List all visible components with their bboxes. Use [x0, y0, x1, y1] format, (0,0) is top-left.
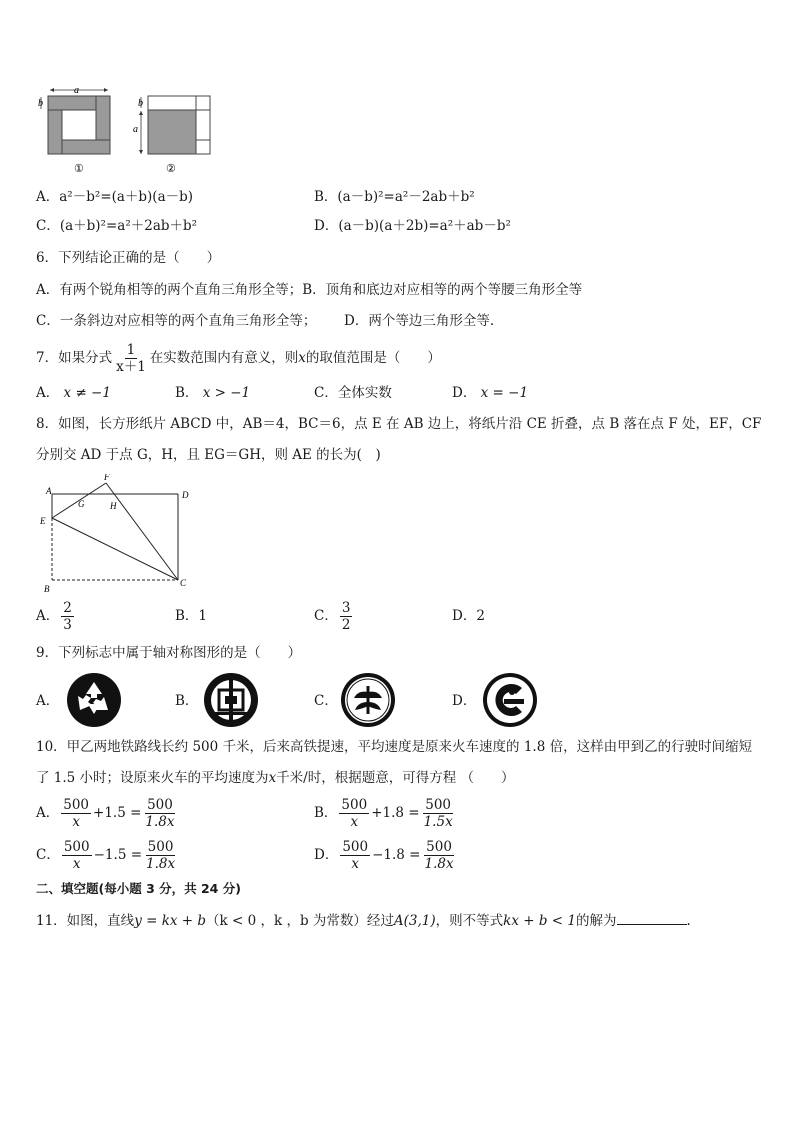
bank-logo-icon: [203, 672, 259, 728]
section-2-heading: 二、填空题(每小题 3 分，共 24 分): [36, 881, 241, 896]
q10-option-d: D． $\frac{500}{x}$ −1.8 = $\frac{500}{1.8x}$: [314, 839, 454, 872]
q9-option-a-label: A．: [36, 693, 60, 709]
svg-text:b: b: [138, 98, 143, 109]
svg-text:D: D: [182, 490, 189, 500]
svg-text:E: E: [40, 516, 46, 526]
q5-option-c: C．(a＋b)²=a²＋2ab＋b²: [36, 218, 198, 234]
q7-option-b: B． x > −1: [175, 385, 251, 401]
q7-option-a: A． x ≠ −1: [36, 385, 111, 401]
q9-stem: 9．下列标志中属于轴对称图形的是（ ）: [36, 645, 302, 661]
q8-option-c: C． $\frac{3}{2}$: [314, 600, 351, 633]
svg-text:F: F: [104, 474, 110, 482]
label-b: b: [38, 98, 43, 109]
svg-text:A: A: [46, 486, 52, 496]
figure-1: [38, 85, 110, 175]
label-a: a: [74, 85, 79, 96]
figure-2: [133, 96, 210, 175]
q10-stem-line-2: 了 1.5 小时；设原来火车的平均速度为x千米/时，根据题意，可得方程 （ ）: [36, 770, 515, 786]
q5-option-a: A．a²－b²=(a＋b)(a－b): [36, 189, 194, 205]
q9-option-d-label: D．: [452, 693, 477, 709]
q10-option-b: B． $\frac{500}{x}$ +1.8 = $\frac{500}{1.5x}$: [314, 797, 453, 830]
svg-text:a: a: [133, 124, 138, 135]
q8-stem-line-1: 8．如图，长方形纸片 ABCD 中，AB＝4，BC＝6，点 E 在 AB 边上，将纸片沿 CE 折叠，点 B 落在点 F 处，EF，CF: [36, 416, 762, 432]
q6-option-d: D．两个等边三角形全等.: [344, 313, 495, 329]
q10-option-a: A． $\frac{500}{x}$ +1.5 = $\frac{500}{1.8x}$: [36, 797, 175, 830]
q10-option-c: C． $\frac{500}{x}$ −1.5 = $\frac{500}{1.8x}$: [36, 839, 176, 872]
q9-option-c-label: C．: [314, 693, 338, 709]
svg-text:C: C: [180, 578, 187, 588]
svg-text:H: H: [110, 501, 117, 511]
q11-answer-blank[interactable]: [617, 910, 687, 925]
q11-stem: 11．如图，直线y = kx + b（k < 0 ，k ，b 为常数）经过A(3,1)，则不等式kx + b < 1的解为 .: [36, 910, 691, 930]
caption-2: ②: [166, 163, 176, 175]
q5-option-d: D．(a－b)(a＋2b)=a²＋ab－b²: [314, 218, 511, 234]
q7-fraction: $\frac{1}{x+1}$: [116, 342, 146, 375]
rectangle-fold-figure: [34, 474, 204, 596]
q6-stem: 6．下列结论正确的是（ ）: [36, 250, 221, 266]
q8-option-b: B．1: [175, 608, 208, 624]
c-logo-icon: [482, 672, 538, 728]
q9-option-b-label: B．: [175, 693, 199, 709]
q7-option-d: D． x = −1: [452, 385, 529, 401]
q7-option-c: C．全体实数: [314, 385, 392, 401]
q8-stem-line-2: 分别交 AD 于点 G，H，且 EG＝GH，则 AE 的长为( ): [36, 447, 381, 463]
q7-stem: 7．如果分式 $\frac{1}{x+1}$ 在实数范围内有意义，则x的取值范围是（ ）: [36, 342, 441, 375]
q10-stem-line-1: 10．甲乙两地铁路线长约 500 千米，后来高铁提速，平均速度是原来火车速度的 1.8 倍，这样由甲到乙的行驶时间缩短: [36, 739, 753, 755]
svg-text:B: B: [44, 584, 50, 594]
q8-option-d: D．2: [452, 608, 485, 624]
emblem-logo-icon: [340, 672, 396, 728]
q5-option-b: B．(a－b)²=a²－2ab＋b²: [314, 189, 475, 205]
square-diagrams-figure: [30, 84, 220, 176]
caption-1: ①: [74, 163, 84, 175]
svg-text:G: G: [78, 499, 85, 509]
q6-options-ab: A．有两个锐角相等的两个直角三角形全等；B．顶角和底边对应相等的两个等腰三角形全等: [36, 282, 583, 298]
q6-option-c: C．一条斜边对应相等的两个直角三角形全等；: [36, 313, 317, 329]
q8-option-a: A． $\frac{2}{3}$: [36, 600, 72, 633]
recycle-logo-icon: [66, 672, 122, 728]
